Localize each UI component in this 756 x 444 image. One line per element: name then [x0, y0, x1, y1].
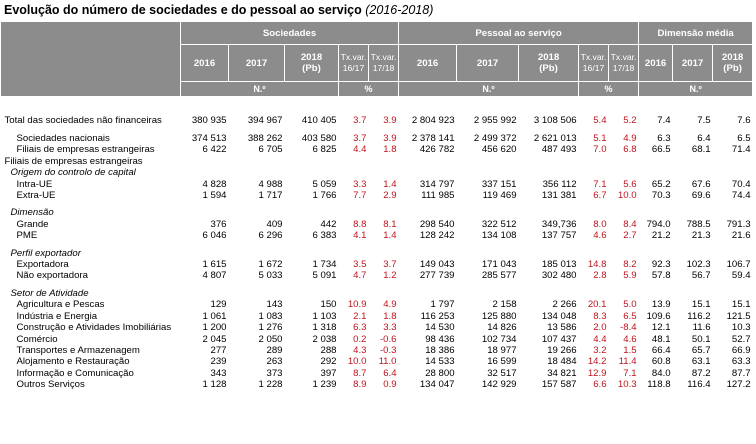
cell-value: 397 [320, 367, 337, 379]
cell-rate: 1.8 [383, 310, 397, 322]
cell-value: 410 405 [301, 115, 337, 127]
cell-value: 119 469 [482, 190, 517, 202]
cell-rate: 7.1 [623, 367, 637, 379]
cell-rate: 14.2 [587, 356, 607, 368]
cell-rate: 8.4 [623, 218, 637, 230]
cell-rate: 3.7 [353, 115, 367, 127]
row-label: Extra-UE [16, 190, 56, 202]
cell-value: 1 797 [430, 299, 455, 311]
cell-value: 2 050 [258, 333, 283, 345]
row-label: Alojamento e Restauração [16, 356, 130, 368]
col-year: 2017 [673, 45, 713, 82]
cell-rate: 3.7 [383, 259, 397, 271]
cell-value: 6 825 [312, 144, 337, 156]
col-txvar: Tx.var. 17/18 [609, 45, 639, 82]
cell-value: 788.5 [686, 218, 711, 230]
cell-rate: 2.8 [593, 270, 607, 282]
cell-rate: 4.9 [383, 299, 397, 311]
cell-value: 13.9 [651, 299, 671, 311]
row-label: Transportes e Armazenagem [16, 344, 140, 356]
cell-value: 2 038 [312, 333, 337, 345]
cell-rate: 14.8 [587, 259, 607, 271]
col-year: 2017 [229, 45, 285, 82]
cell-value: 5 059 [312, 178, 337, 190]
cell-value: 111 985 [421, 190, 455, 202]
cell-value: 6 383 [312, 230, 337, 242]
cell-rate: 1.4 [383, 178, 397, 190]
cell-rate: 10.0 [617, 190, 637, 202]
row-label: Grande [16, 218, 49, 230]
cell-value: 134 048 [541, 310, 577, 322]
cell-rate: 4.4 [593, 333, 607, 345]
cell-value: 142 929 [481, 379, 517, 391]
col-year-pb: 2018 (Pb) [519, 45, 579, 82]
group-sociedades: Sociedades [181, 22, 399, 45]
row-label: Comércio [16, 333, 58, 345]
cell-value: 92.3 [651, 259, 671, 271]
cell-rate: 3.7 [353, 133, 367, 144]
cell-value: 6 422 [202, 144, 227, 156]
unit-n: N.º [181, 82, 339, 97]
cell-value: 6.5 [737, 133, 751, 144]
table-row [1, 334, 753, 345]
cell-value: 349,736 [541, 218, 577, 230]
cell-value: 21.6 [731, 230, 751, 242]
cell-value: 298 540 [419, 218, 455, 230]
cell-rate: 7.7 [353, 190, 367, 202]
cell-value: 116.4 [687, 379, 711, 391]
cell-value: 2 045 [202, 333, 227, 345]
cell-rate: 3.9 [383, 115, 397, 127]
cell-rate: 7.0 [593, 144, 607, 156]
cell-value: 65.7 [691, 344, 711, 356]
cell-rate: -0.3 [379, 344, 397, 356]
cell-value: 11.6 [692, 322, 711, 334]
table-row [1, 144, 753, 155]
cell-value: 59.4 [731, 270, 751, 282]
row-label: Filiais de empresas estrangeiras [16, 144, 155, 156]
cell-value: 343 [210, 367, 227, 379]
cell-rate: -8.4 [620, 322, 637, 334]
cell-value: 4 807 [202, 270, 227, 282]
cell-value: 374 513 [191, 133, 227, 144]
cell-value: 66.9 [731, 344, 751, 356]
cell-value: 69.6 [691, 190, 711, 202]
row-label: Total das sociedades não financeiras [4, 115, 162, 127]
cell-value: 6.3 [657, 133, 671, 144]
cell-value: 68.1 [691, 144, 711, 156]
cell-value: 185 013 [541, 259, 577, 271]
cell-value: 65.2 [651, 178, 671, 190]
row-label: Intra-UE [16, 178, 53, 190]
cell-value: 106.7 [726, 259, 751, 271]
cell-value: 794.0 [646, 218, 671, 230]
cell-value: 6.4 [697, 133, 711, 144]
cell-rate: 3.2 [593, 344, 607, 356]
table-row [1, 179, 753, 190]
col-year-pb: 2018 (Pb) [713, 45, 753, 82]
cell-value: 356 112 [542, 178, 577, 190]
cell-value: 2 804 923 [411, 115, 455, 127]
cell-rate: 4.3 [353, 344, 367, 356]
cell-value: 109.6 [646, 310, 671, 322]
cell-value: 6 296 [258, 230, 283, 242]
cell-rate: 1.5 [623, 344, 637, 356]
cell-value: 34 821 [547, 367, 577, 379]
cell-rate: 3.3 [383, 322, 397, 334]
col-txvar: Tx.var. 16/17 [579, 45, 609, 82]
cell-value: 10.3 [731, 322, 751, 334]
cell-rate: 1.2 [383, 270, 397, 282]
cell-rate: 20.1 [587, 299, 607, 311]
cell-value: 56.7 [691, 270, 711, 282]
cell-value: 4 828 [202, 178, 227, 190]
cell-rate: 2.0 [593, 322, 607, 334]
cell-value: 426 782 [419, 144, 455, 156]
cell-value: 149 043 [419, 259, 455, 271]
cell-value: 456 620 [481, 144, 517, 156]
row-label: Informação e Comunicação [16, 367, 134, 379]
cell-value: 19 266 [547, 344, 577, 356]
cell-rate: 3.9 [383, 133, 397, 144]
cell-value: 1 239 [312, 379, 337, 391]
cell-value: 121.5 [726, 310, 751, 322]
cell-value: 137 757 [541, 230, 577, 242]
cell-rate: -0.6 [379, 333, 397, 345]
section-heading [1, 156, 753, 167]
cell-rate: 6.8 [623, 144, 637, 156]
cell-rate: 6.7 [593, 190, 607, 202]
cell-value: 239 [210, 356, 227, 368]
cell-value: 394 967 [247, 115, 283, 127]
cell-rate: 1.4 [383, 230, 397, 242]
cell-rate: 5.0 [623, 299, 637, 311]
cell-value: 125 880 [481, 310, 517, 322]
unit-pct: % [579, 82, 639, 97]
cell-rate: 6.3 [353, 322, 367, 334]
table-body [1, 97, 753, 391]
cell-value: 1 318 [312, 322, 337, 334]
cell-value: 1 766 [312, 190, 337, 202]
cell-value: 171 043 [481, 259, 517, 271]
table-row [1, 368, 753, 379]
table-title: Evolução do número de sociedades e do pessoal ao serviço (2016-2018) [4, 3, 434, 17]
cell-value: 128 242 [419, 230, 455, 242]
cell-value: 102 734 [481, 333, 517, 345]
cell-value: 134 108 [481, 230, 517, 242]
cell-rate: 4.1 [353, 230, 367, 242]
cell-value: 1 672 [258, 259, 283, 271]
cell-value: 18 977 [487, 344, 517, 356]
cell-value: 373 [266, 367, 283, 379]
cell-value: 98 436 [425, 333, 455, 345]
cell-rate: 8.9 [353, 379, 367, 391]
table-row [1, 379, 753, 390]
cell-value: 71.4 [731, 144, 751, 156]
table-row [1, 115, 753, 127]
cell-rate: 3.3 [353, 178, 367, 190]
cell-value: 1 594 [202, 190, 227, 202]
cell-value: 288 [320, 344, 337, 356]
cell-value: 1 061 [202, 310, 227, 322]
cell-value: 302 480 [541, 270, 577, 282]
cell-value: 2 955 992 [473, 115, 517, 127]
cell-value: 66.5 [651, 144, 671, 156]
cell-value: 12.1 [651, 322, 671, 334]
header-blank [1, 22, 181, 97]
cell-value: 74.4 [731, 190, 751, 202]
cell-value: 131 381 [541, 190, 577, 202]
cell-value: 67.6 [691, 178, 711, 190]
cell-value: 14 530 [425, 322, 455, 334]
cell-value: 7.5 [697, 115, 711, 127]
cell-rate: 8.2 [623, 259, 637, 271]
table-row [1, 190, 753, 201]
cell-value: 157 587 [541, 379, 577, 391]
table-row [1, 230, 753, 241]
cell-rate: 4.9 [623, 133, 637, 144]
cell-value: 70.3 [651, 190, 671, 202]
cell-value: 5 091 [312, 270, 337, 282]
cell-value: 60.8 [651, 356, 671, 368]
cell-value: 5 033 [258, 270, 283, 282]
cell-rate: 2.9 [383, 190, 397, 202]
cell-value: 143 [266, 299, 283, 311]
cell-value: 52.7 [731, 333, 751, 345]
cell-value: 442 [320, 218, 337, 230]
row-label: Não exportadora [16, 270, 88, 282]
cell-value: 2 499 372 [473, 133, 517, 144]
cell-value: 127.2 [726, 379, 751, 391]
cell-rate: 3.5 [353, 259, 367, 271]
cell-rate: 6.5 [623, 310, 637, 322]
row-label: PME [16, 230, 38, 242]
cell-value: 63.1 [691, 356, 711, 368]
cell-rate: 8.1 [383, 218, 397, 230]
cell-rate: 4.4 [353, 144, 367, 156]
row-label: Origem do controlo de capital [10, 167, 136, 179]
cell-value: 7.4 [657, 115, 671, 127]
cell-value: 2 266 [552, 299, 577, 311]
cell-value: 15.1 [691, 299, 711, 311]
cell-value: 277 [210, 344, 227, 356]
row-label: Agricultura e Pescas [16, 299, 105, 311]
group-dimensao: Dimensão média [639, 22, 753, 45]
cell-value: 21.2 [651, 230, 671, 242]
col-year: 2016 [399, 45, 457, 82]
row-label: Filiais de empresas estrangeiras [4, 155, 143, 167]
cell-value: 1 276 [258, 322, 283, 334]
cell-value: 376 [210, 218, 227, 230]
cell-rate: 4.6 [623, 333, 637, 345]
cell-value: 14 533 [425, 356, 455, 368]
cell-value: 289 [266, 344, 283, 356]
subsection-heading [1, 248, 753, 259]
cell-rate: 8.0 [593, 218, 607, 230]
cell-value: 409 [266, 218, 283, 230]
table-row [1, 219, 753, 230]
subsection-heading [1, 207, 753, 218]
cell-value: 13 586 [547, 322, 577, 334]
table-row [1, 311, 753, 322]
col-txvar: Tx.var. 17/18 [369, 45, 399, 82]
row-label: Indústria e Energia [16, 310, 98, 322]
cell-value: 50.1 [691, 333, 711, 345]
cell-value: 277 739 [419, 270, 455, 282]
cell-value: 28 800 [425, 367, 455, 379]
unit-n: N.º [399, 82, 579, 97]
cell-value: 134 047 [419, 379, 455, 391]
cell-rate: 2.1 [353, 310, 367, 322]
cell-value: 1 128 [202, 379, 227, 391]
col-year: 2016 [639, 45, 673, 82]
cell-value: 322 512 [481, 218, 517, 230]
cell-value: 403 580 [301, 133, 337, 144]
cell-value: 791.3 [726, 218, 751, 230]
cell-rate: 10.0 [347, 356, 367, 368]
cell-rate: 1.8 [383, 144, 397, 156]
cell-rate: 11.4 [618, 356, 637, 368]
table-row [1, 356, 753, 367]
cell-value: 285 577 [481, 270, 517, 282]
cell-rate: 2.7 [623, 230, 637, 242]
cell-value: 2 621 013 [533, 133, 577, 144]
table-row [1, 345, 753, 356]
cell-value: 116 253 [420, 310, 455, 322]
cell-rate: 4.7 [353, 270, 367, 282]
col-txvar: Tx.var. 16/17 [339, 45, 369, 82]
cell-value: 1 615 [202, 259, 227, 271]
cell-value: 388 262 [247, 133, 283, 144]
cell-value: 2 158 [492, 299, 517, 311]
cell-value: 63.3 [731, 356, 751, 368]
row-label: Perfil exportador [10, 247, 81, 259]
unit-pct: % [339, 82, 399, 97]
cell-rate: 0.2 [353, 333, 367, 345]
cell-value: 102.3 [686, 259, 711, 271]
cell-value: 21.3 [691, 230, 711, 242]
table-row [1, 299, 753, 310]
unit-n: N.º [639, 82, 753, 97]
cell-rate: 5.1 [593, 133, 607, 144]
cell-rate: 11.0 [378, 356, 397, 368]
cell-rate: 6.6 [593, 379, 607, 391]
cell-value: 4 988 [258, 178, 283, 190]
col-year: 2016 [181, 45, 229, 82]
cell-value: 1 083 [258, 310, 283, 322]
cell-value: 1 228 [258, 379, 283, 391]
cell-value: 487 493 [541, 144, 577, 156]
cell-value: 3 108 506 [533, 115, 577, 127]
cell-value: 107 437 [541, 333, 577, 345]
cell-rate: 12.9 [587, 367, 607, 379]
cell-value: 263 [266, 356, 283, 368]
row-label: Exportadora [16, 259, 69, 271]
row-label: Dimensão [10, 207, 54, 219]
cell-rate: 10.9 [347, 299, 367, 311]
cell-rate: 8.7 [353, 367, 367, 379]
cell-value: 18 386 [425, 344, 455, 356]
row-label: Sociedades nacionais [16, 133, 110, 144]
cell-value: 6 705 [258, 144, 283, 156]
cell-value: 1 717 [258, 190, 283, 202]
cell-rate: 7.1 [593, 178, 607, 190]
cell-rate: 6.4 [383, 367, 397, 379]
title-period: (2016-2018) [365, 3, 434, 17]
cell-rate: 5.6 [623, 178, 637, 190]
cell-rate: 8.8 [353, 218, 367, 230]
table-row [1, 133, 753, 144]
group-pessoal: Pessoal ao serviço [399, 22, 639, 45]
cell-value: 380 935 [191, 115, 227, 127]
cell-rate: 8.3 [593, 310, 607, 322]
data-table [0, 21, 753, 391]
col-year: 2017 [457, 45, 519, 82]
cell-value: 32 517 [487, 367, 517, 379]
cell-value: 15.1 [731, 299, 751, 311]
cell-value: 87.2 [691, 367, 711, 379]
cell-rate: 5.2 [623, 115, 637, 127]
cell-value: 2 378 141 [411, 133, 455, 144]
col-year-pb: 2018 (Pb) [285, 45, 339, 82]
table-row [1, 322, 753, 333]
cell-value: 292 [320, 356, 337, 368]
cell-rate: 5.4 [593, 115, 607, 127]
cell-rate: 5.9 [623, 270, 637, 282]
cell-value: 16 599 [487, 356, 517, 368]
row-label: Construção e Atividades Imobiliárias [16, 322, 172, 334]
cell-rate: 4.6 [593, 230, 607, 242]
cell-value: 150 [320, 299, 337, 311]
cell-value: 314 797 [419, 178, 455, 190]
table-row [1, 270, 753, 281]
cell-value: 48.1 [651, 333, 671, 345]
cell-value: 337 151 [481, 178, 517, 190]
cell-value: 70.4 [731, 178, 751, 190]
cell-value: 66.4 [651, 344, 671, 356]
cell-value: 1 734 [312, 259, 337, 271]
row-label: Outros Serviços [16, 379, 85, 391]
cell-value: 84.0 [651, 367, 671, 379]
subsection-heading [1, 167, 753, 178]
cell-value: 87.7 [731, 367, 751, 379]
cell-value: 6 046 [202, 230, 227, 242]
cell-value: 1 103 [312, 310, 337, 322]
cell-value: 1 200 [202, 322, 227, 334]
cell-value: 116.2 [687, 310, 711, 322]
cell-value: 14 826 [487, 322, 517, 334]
cell-value: 18 484 [547, 356, 577, 368]
cell-value: 129 [210, 299, 227, 311]
table-row [1, 259, 753, 270]
cell-value: 7.6 [737, 115, 751, 127]
cell-rate: 0.9 [383, 379, 397, 391]
row-label: Setor de Atividade [10, 287, 89, 299]
cell-value: 57.8 [651, 270, 671, 282]
cell-rate: 10.3 [617, 379, 637, 391]
cell-value: 118.8 [647, 379, 671, 391]
subsection-heading [1, 288, 753, 299]
